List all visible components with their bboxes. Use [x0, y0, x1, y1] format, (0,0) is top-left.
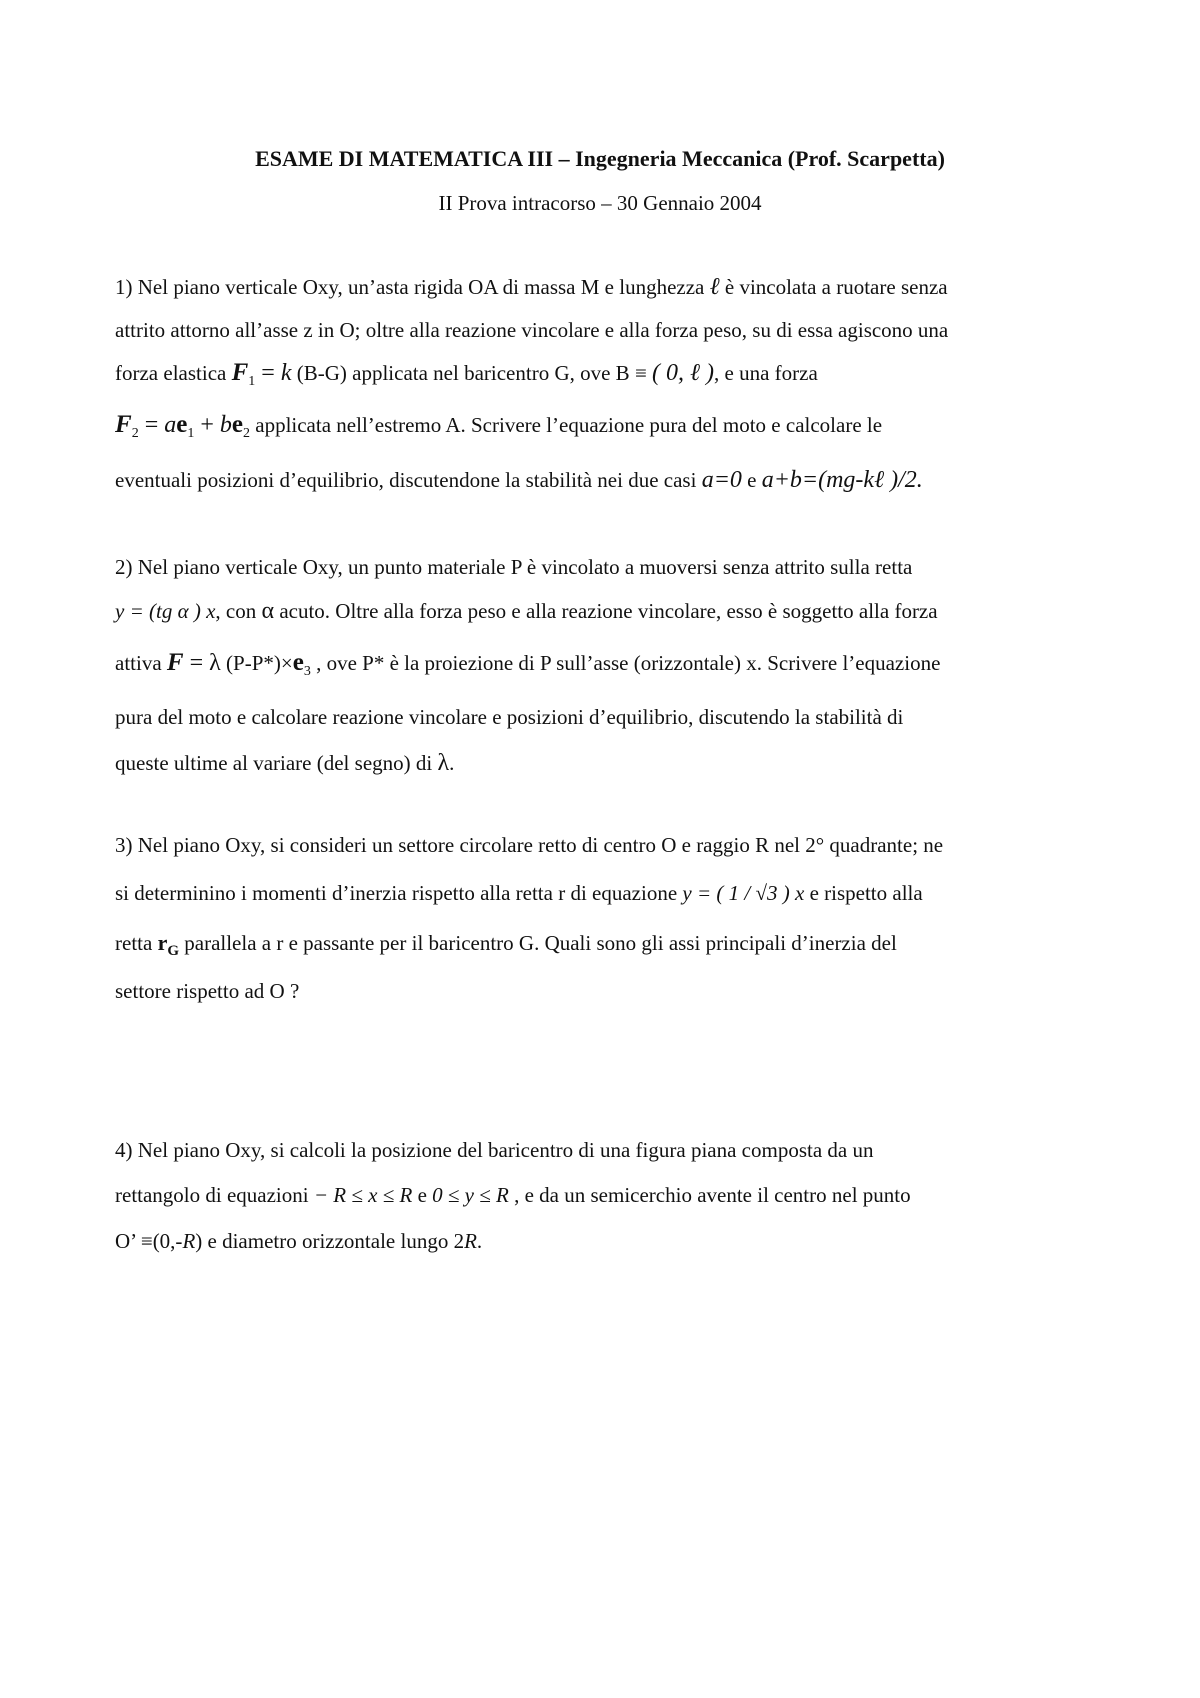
math-ell: ℓ: [709, 274, 720, 300]
problem-1-line-1: [115, 272, 948, 302]
text-segment: acuto. Oltre alla forza peso e alla reazione vincolare, esso è soggetto alla forza: [274, 599, 938, 623]
problem-2-line-1: 2) Nel piano verticale Oxy, un punto materiale P è vincolato a muoversi senza attrito sulla retta: [115, 555, 913, 579]
math-lambda: λ: [209, 650, 221, 676]
problem-4-line-2: [115, 1180, 911, 1210]
problem-2-line-4: pura del moto e calcolare reazione vincolare e posizioni d’equilibrio, discutendo la stabilità di: [115, 705, 904, 729]
math-equals: =: [138, 412, 165, 438]
math-vector-e1: e: [176, 411, 188, 438]
problem-1-line-3: [115, 358, 818, 388]
math-a: a: [164, 412, 177, 438]
text-segment: si determinino i momenti d’inerzia rispetto alla retta r di equazione: [115, 881, 683, 905]
math-equals: =: [255, 360, 281, 386]
math-point-B: ( 0, ℓ ): [652, 360, 715, 386]
math-subscript: 1: [248, 374, 256, 390]
text-segment: rettangolo di equazioni: [115, 1183, 314, 1207]
page-subtitle: II Prova intracorso – 30 Gennaio 2004: [438, 191, 762, 215]
text-segment: , e da un semicerchio avente il centro nel punto: [508, 1183, 911, 1207]
text-segment: O’ ≡(0,-: [115, 1229, 183, 1253]
page-title: ESAME DI MATEMATICA III – Ingegneria Meccanica (Prof. Scarpetta): [255, 146, 945, 171]
text-segment: ) e diametro orizzontale lungo 2: [195, 1229, 465, 1253]
math-subscript: G: [167, 943, 179, 960]
text-segment: è vincolata a ruotare senza: [719, 275, 948, 299]
problem-3-line-1: 3) Nel piano Oxy, si consideri un settore circolare retto di centro O e raggio R nel 2° quadrante; ne: [115, 833, 944, 857]
text-segment: e: [741, 468, 762, 492]
math-equals: =: [183, 650, 210, 676]
math-vector-e2: e: [231, 411, 243, 438]
math-line-equation: y = (tg α ) x: [115, 599, 216, 623]
text-segment: .: [449, 751, 455, 775]
problem-1-line-5: [115, 465, 923, 495]
problem-4-line-1: 4) Nel piano Oxy, si calcoli la posizione del baricentro di una figura piana composta da un: [115, 1138, 874, 1162]
problem-3-line-4: settore rispetto ad O ?: [115, 979, 300, 1003]
math-R: R: [182, 1229, 196, 1253]
text-segment: attiva: [115, 651, 167, 675]
math-force-F: F: [166, 649, 184, 676]
problem-3-line-3: [115, 928, 897, 958]
math-alpha: α: [261, 598, 275, 624]
math-force-F1: F: [231, 359, 249, 386]
math-lambda: λ: [437, 750, 450, 776]
text-segment: applicata nell’estremo A. Scrivere l’equazione pura del moto e calcolare le: [250, 413, 883, 437]
math-subscript: 1: [187, 426, 195, 442]
text-segment: (B-G) applicata nel baricentro G, ove B ≡: [291, 361, 653, 385]
math-subscript: 2: [131, 426, 139, 442]
text-segment: retta: [115, 931, 158, 955]
problem-2-line-5: [115, 748, 454, 778]
text-segment: , e una forza: [714, 361, 818, 385]
math-line-r-equation: y = ( 1 / √3 ) x: [682, 881, 805, 905]
math-R: R: [464, 1229, 477, 1253]
math-plus: +: [194, 412, 220, 438]
text-segment: , con: [215, 599, 262, 623]
math-case-1: a=0: [701, 467, 742, 493]
math-inequality-x: − R ≤ x ≤ R: [313, 1183, 413, 1207]
problem-1-line-4: [115, 410, 882, 440]
problem-3-line-2: [115, 878, 923, 908]
text-segment: 1) Nel piano verticale Oxy, un’asta rigida OA di massa M e lunghezza: [115, 275, 710, 299]
text-segment: eventuali posizioni d’equilibrio, discutendone la stabilità nei due casi: [115, 468, 702, 492]
text-segment: e rispetto alla: [804, 881, 923, 905]
problem-2-line-2: [115, 596, 938, 626]
math-subscript: 2: [243, 426, 250, 442]
math-force-F2: F: [115, 411, 132, 438]
problem-4-line-3: [115, 1226, 482, 1256]
math-k: k: [280, 360, 292, 386]
text-segment: .: [476, 1229, 483, 1253]
problem-1-line-2: attrito attorno all’asse z in O; oltre alla reazione vincolare e alla forza peso, su di essa agiscono una: [115, 318, 949, 342]
math-vector-e3: e: [292, 649, 304, 676]
text-segment: forza elastica: [115, 361, 232, 385]
text-segment: queste ultime al variare (del segno) di: [115, 751, 438, 775]
math-inequality-y: 0 ≤ y ≤ R: [432, 1183, 509, 1207]
math-b: b: [219, 412, 232, 438]
text-segment: (P-P*)×: [220, 651, 293, 675]
problem-2-line-3: [115, 648, 940, 678]
text-segment: e: [412, 1183, 433, 1207]
text-segment: parallela a r e passante per il baricentro G. Quali sono gli assi principali d’inerzia del: [179, 931, 897, 955]
math-subscript: 3: [303, 664, 311, 680]
math-case-2: a+b=(mg-kℓ )/2.: [761, 467, 923, 493]
math-r: r: [157, 930, 168, 955]
text-segment: , ove P* è la proiezione di P sull’asse (orizzontale) x. Scrivere l’equazione: [310, 651, 941, 675]
